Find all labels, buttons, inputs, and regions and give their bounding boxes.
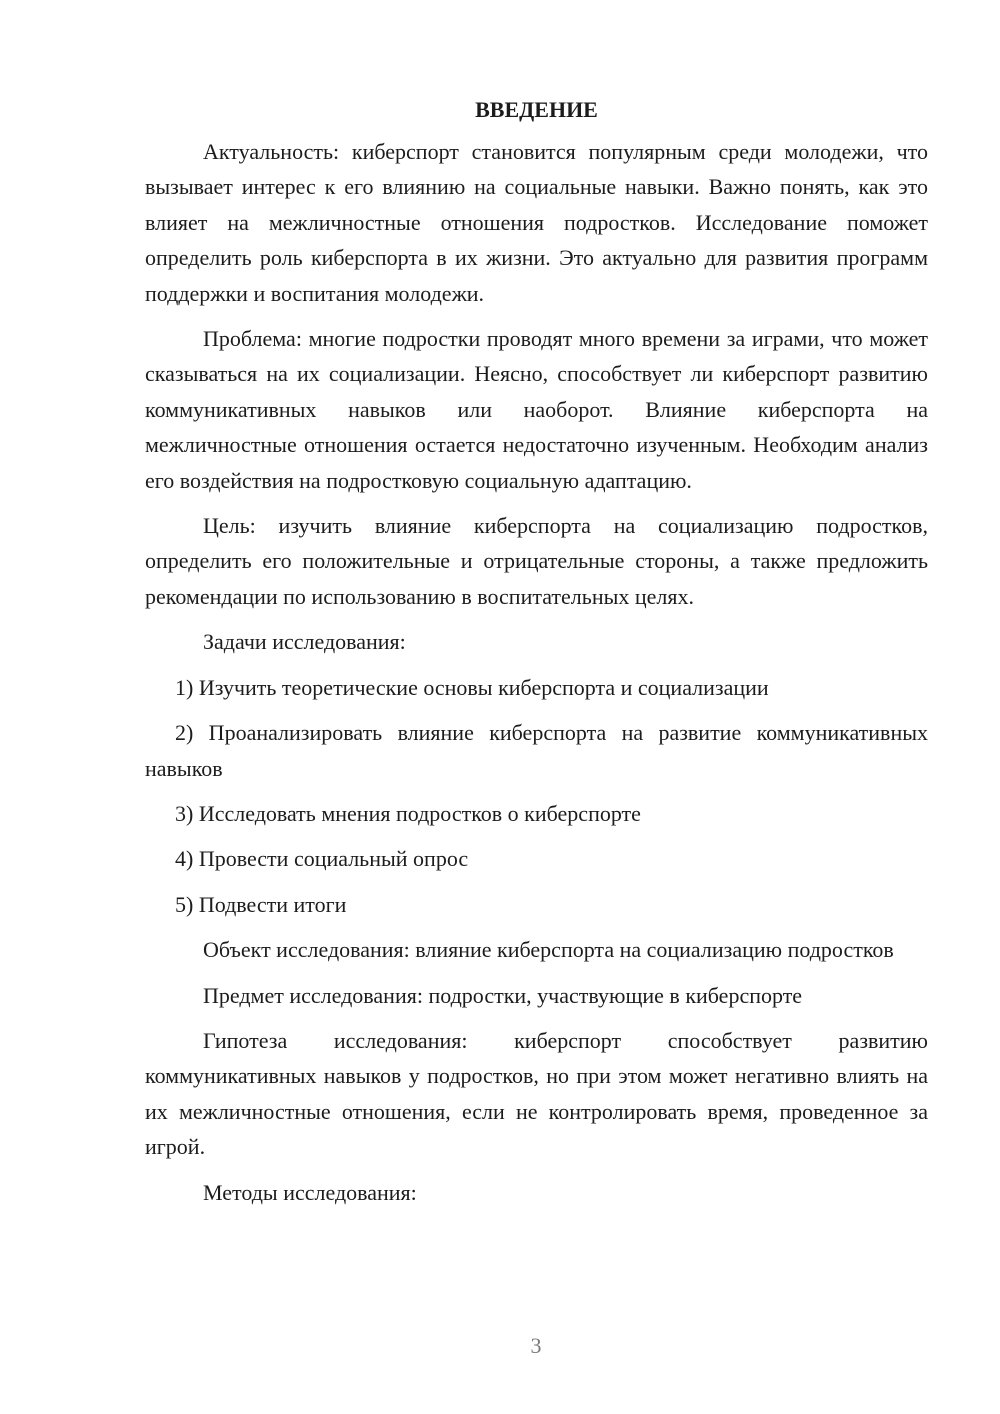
page-number: 3 <box>530 1333 542 1358</box>
task-item: 5) Подвести итоги <box>175 891 347 917</box>
task-item: 2) Проанализировать влияние киберспорта на развитие коммуникативных навыков <box>145 720 928 781</box>
tasks-heading: Задачи исследования: <box>203 629 406 655</box>
section-title: ВВЕДЕНИЕ <box>475 97 598 122</box>
task-item: 1) Изучить теоретические основы киберспорта и социализации <box>175 674 769 700</box>
task-item: 4) Провести социальный опрос <box>175 846 469 872</box>
document-page <box>145 92 928 1220</box>
paragraph-hypothesis: Гипотеза исследования: киберспорт способствует развитию коммуникативных навыков у подростков, но при этом может негативно влиять на их межличностные отношения, если не контролировать время, проведенное за игрой. <box>145 1027 928 1160</box>
paragraph-problem: Проблема: многие подростки проводят много времени за играми, что может сказываться на их социализации. Неясно, способствует ли киберспорт развитию коммуникативных навыков или наоборот. Влияние киберспорта на межличностные отношения остается недостаточно изученным. Необходим анализ его воздействия на подростковую социальную адаптацию. <box>145 326 928 493</box>
paragraph-subject: Предмет исследования: подростки, участвующие в киберспорте <box>203 982 803 1008</box>
methods-heading: Методы исследования: <box>203 1179 417 1205</box>
paragraph-object: Объект исследования: влияние киберспорта на социализацию подростков <box>203 937 894 963</box>
paragraph-relevance: Актуальность: киберспорт становится популярным среди молодежи, что вызывает интерес к его влиянию на социальные навыки. Важно понять, как это влияет на межличностные отношения подростков. Исследование поможет определить роль киберспорта в их жизни. Это актуально для развития программ поддержки и воспитания молодежи. <box>145 139 928 306</box>
task-item: 3) Исследовать мнения подростков о киберспорте <box>175 800 641 826</box>
paragraph-goal: Цель: изучить влияние киберспорта на социализацию подростков, определить его положительные и отрицательные стороны, а также предложить рекомендации по использованию в воспитательных целях. <box>145 513 928 609</box>
